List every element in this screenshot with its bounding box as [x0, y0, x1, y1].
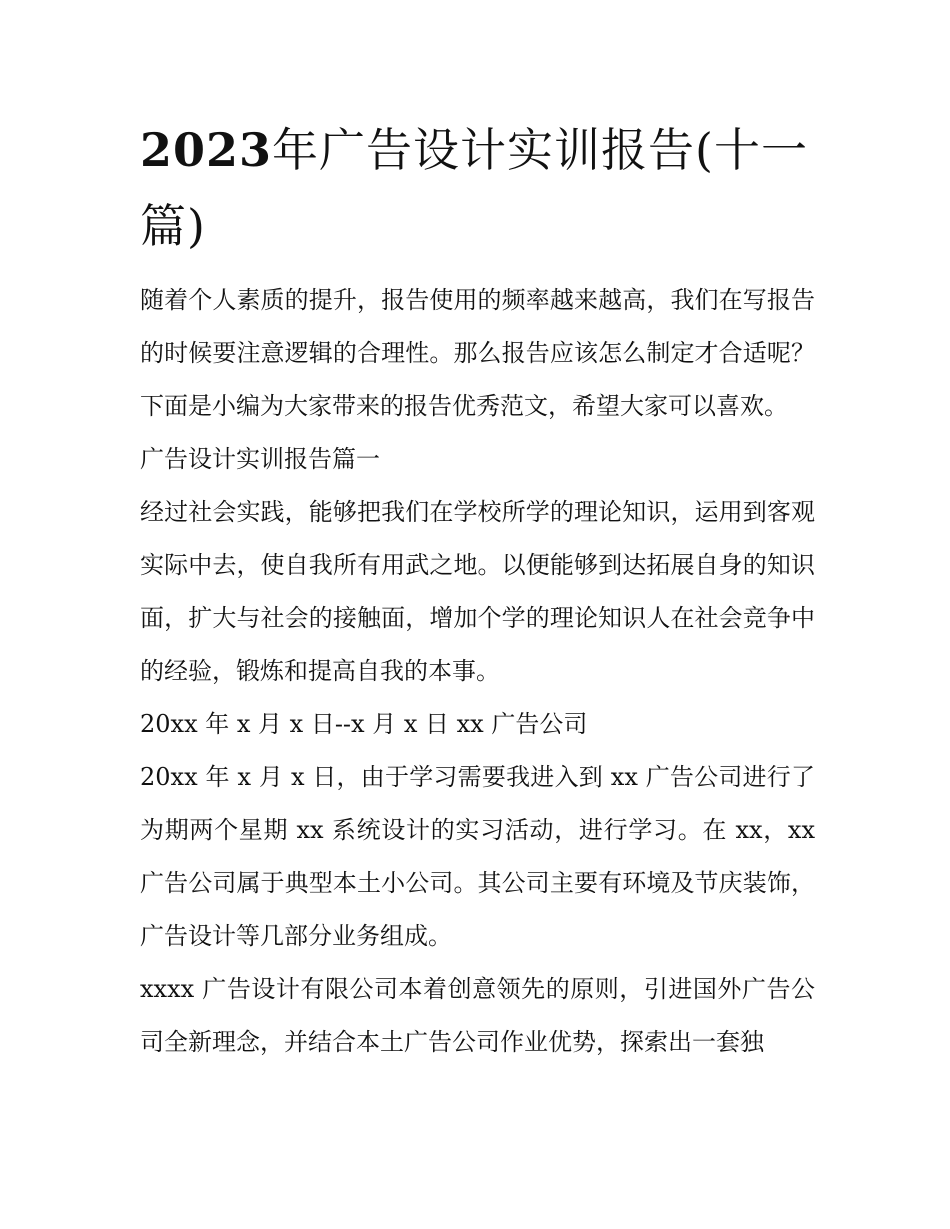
title-text: 年广告设计实训报告(十一篇)	[140, 123, 808, 253]
date-line: 20xx 年 x 月 x 日--x 月 x 日 xx 广告公司	[140, 710, 588, 738]
intro-paragraph: 随着个人素质的提升，报告使用的频率越来越高，我们在写报告的时候要注意逻辑的合理性。那么报告应该怎么制定才合适呢？下面是小编为大家带来的报告优秀范文，希望大家可以喜欢。	[140, 286, 815, 420]
title-year: 2023	[140, 123, 273, 177]
document-title	[140, 112, 815, 264]
section-heading: 广告设计实训报告篇一	[140, 445, 380, 473]
document-body	[140, 112, 815, 1069]
body-paragraph: 经过社会实践，能够把我们在学校所学的理论知识，运用到客观实际中去，使自我所有用武之地。以便能够到达拓展自身的知识面，扩大与社会的接触面，增加个学的理论知识人在社会竞争中的经验，锻炼和提高自我的本事。	[140, 498, 815, 685]
body-paragraph: xxxx 广告设计有限公司本着创意领先的原则，引进国外广告公司全新理念，并结合本土广告公司作业优势，探索出一套独	[140, 975, 815, 1056]
body-paragraph: 20xx 年 x 月 x 日，由于学习需要我进入到 xx 广告公司进行了为期两个星期 xx 系统设计的实习活动，进行学习。在 xx，xx 广告公司属于典型本土小公司。其公司主要有环境及节庆装饰，广告设计等几部分业务组成。	[140, 763, 815, 950]
